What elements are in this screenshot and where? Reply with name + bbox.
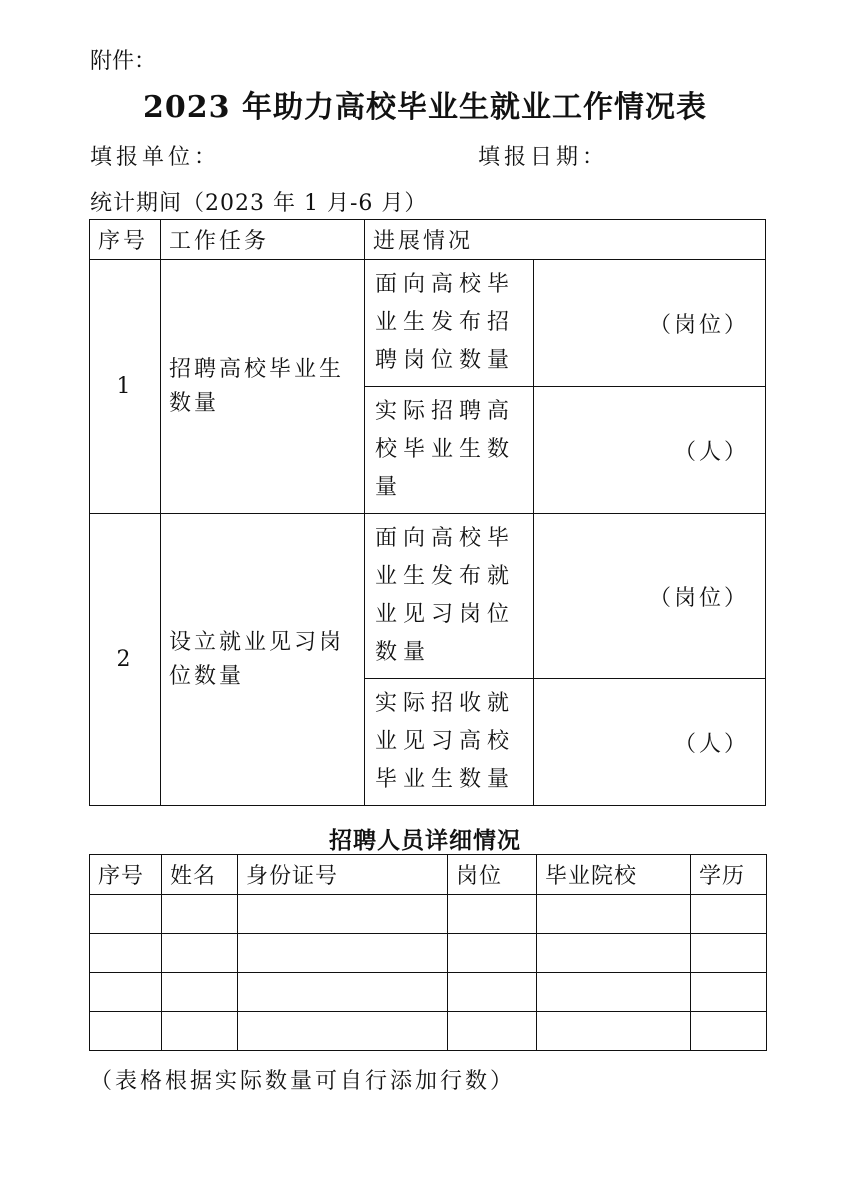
row-task: 招聘高校毕业生数量 bbox=[161, 260, 365, 514]
header-seq: 序号 bbox=[90, 220, 161, 260]
fill-date-label: 填报日期： bbox=[478, 145, 609, 170]
header-post: 岗位 bbox=[448, 855, 537, 895]
cell-seq[interactable] bbox=[90, 973, 162, 1012]
row-task: 设立就业见习岗位数量 bbox=[161, 514, 365, 806]
table-row bbox=[90, 973, 767, 1012]
attachment-label: 附件： bbox=[90, 49, 157, 74]
table-row bbox=[90, 260, 766, 387]
cell-name[interactable] bbox=[162, 934, 238, 973]
cell-post[interactable] bbox=[448, 1012, 537, 1051]
table-row bbox=[90, 934, 767, 973]
progress-item-label: 面向高校毕业生发布招聘岗位数量 bbox=[365, 260, 534, 387]
cell-degree[interactable] bbox=[691, 934, 767, 973]
recruit-table bbox=[89, 854, 767, 1051]
table-row bbox=[90, 895, 767, 934]
cell-post[interactable] bbox=[448, 895, 537, 934]
header-id-number: 身份证号 bbox=[238, 855, 448, 895]
cell-school[interactable] bbox=[537, 895, 691, 934]
table-row bbox=[90, 1012, 767, 1051]
row-seq: 1 bbox=[90, 260, 161, 514]
cell-degree[interactable] bbox=[691, 1012, 767, 1051]
cell-id-number[interactable] bbox=[238, 1012, 448, 1051]
fill-unit-label: 填报单位： bbox=[90, 145, 221, 170]
header-task: 工作任务 bbox=[161, 220, 365, 260]
progress-item-value[interactable]: （人） bbox=[534, 387, 766, 514]
cell-id-number[interactable] bbox=[238, 934, 448, 973]
cell-name[interactable] bbox=[162, 1012, 238, 1051]
cell-degree[interactable] bbox=[691, 973, 767, 1012]
table-row bbox=[90, 514, 766, 679]
header-progress: 进展情况 bbox=[365, 220, 766, 260]
progress-item-value[interactable]: （岗位） bbox=[534, 260, 766, 387]
header-name: 姓名 bbox=[162, 855, 238, 895]
page-title: 2023 年助力高校毕业生就业工作情况表 bbox=[143, 90, 707, 125]
cell-degree[interactable] bbox=[691, 895, 767, 934]
cell-name[interactable] bbox=[162, 895, 238, 934]
progress-table bbox=[89, 219, 766, 806]
row-seq: 2 bbox=[90, 514, 161, 806]
cell-school[interactable] bbox=[537, 1012, 691, 1051]
cell-seq[interactable] bbox=[90, 934, 162, 973]
progress-item-value[interactable]: （岗位） bbox=[534, 514, 766, 679]
progress-item-label: 实际招收就业见习高校毕业生数量 bbox=[365, 679, 534, 806]
cell-id-number[interactable] bbox=[238, 973, 448, 1012]
header-seq: 序号 bbox=[90, 855, 162, 895]
table-note: （表格根据实际数量可自行添加行数） bbox=[90, 1069, 516, 1094]
recruit-table-header bbox=[90, 855, 767, 895]
header-degree: 学历 bbox=[691, 855, 767, 895]
cell-post[interactable] bbox=[448, 973, 537, 1012]
progress-table-header bbox=[90, 220, 766, 260]
cell-name[interactable] bbox=[162, 973, 238, 1012]
cell-id-number[interactable] bbox=[238, 895, 448, 934]
cell-post[interactable] bbox=[448, 934, 537, 973]
cell-school[interactable] bbox=[537, 934, 691, 973]
cell-school[interactable] bbox=[537, 973, 691, 1012]
header-school: 毕业院校 bbox=[537, 855, 691, 895]
progress-item-label: 实际招聘高校毕业生数量 bbox=[365, 387, 534, 514]
cell-seq[interactable] bbox=[90, 1012, 162, 1051]
progress-item-value[interactable]: （人） bbox=[534, 679, 766, 806]
recruit-table-title: 招聘人员详细情况 bbox=[329, 827, 521, 854]
statistics-period: 统计期间（2023 年 1 月-6 月） bbox=[90, 191, 428, 216]
progress-item-label: 面向高校毕业生发布就业见习岗位数量 bbox=[365, 514, 534, 679]
cell-seq[interactable] bbox=[90, 895, 162, 934]
